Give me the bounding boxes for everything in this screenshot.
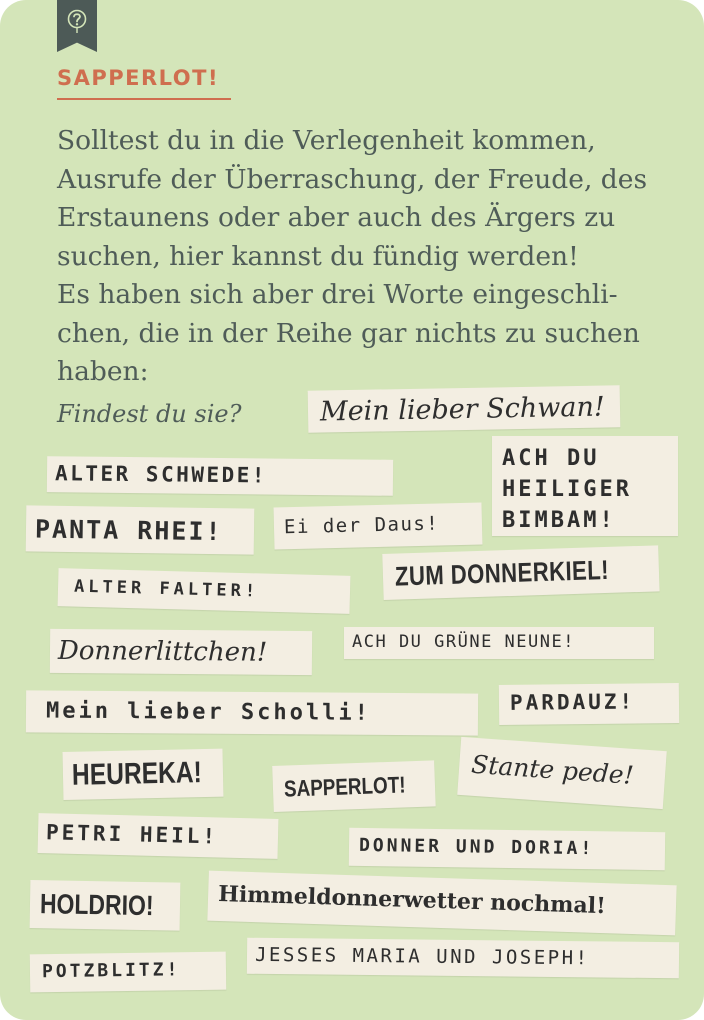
exclamation-strip: PARDAUZ! [499,683,679,725]
exclamation-strip: POTZBLITZ! [30,952,227,993]
bookmark-ribbon [57,0,97,52]
exclamation-strip: ZUM DONNERKIEL! [382,545,659,600]
exclamation-strip: ACH DU GRÜNE NEUNE! [344,627,654,659]
exclamation-strip: Ei der Daus! [274,502,483,549]
exclamation-strip: ACH DU HEILIGER BIMBAM! [492,436,678,536]
exclamation-strip: DONNER UND DORIA! [349,828,665,870]
instruction-line: chen, die in der Reihe gar nichts zu suchen [57,317,640,349]
exclamation-strip: Stante pede! [457,737,667,809]
exclamation-strip: HEUREKA! [62,749,223,800]
instruction-line: Erstaunens oder aber auch des Ärgers zu [57,202,616,233]
exclamation-strip: HOLDRIO! [30,880,181,931]
exclamation-strip: PANTA RHEI! [26,505,255,554]
instruction-line: Solltest du in die Verlegenheit kommen, [57,125,596,156]
exclamation-strip: PETRI HEIL! [38,813,279,859]
exclamation-strip: Himmeldonnerwetter nochmal! [207,871,676,936]
instruction-text [57,122,677,392]
exclamation-strip: Donnerlittchen! [50,629,312,675]
exclamation-strip: JESSES MARIA UND JOSEPH! [247,938,679,979]
exclamation-strip: SAPPERLOT! [272,760,436,812]
heading-underline [57,98,231,100]
question-prompt: Findest du sie? [57,400,242,428]
exclamation-strip: ALTER SCHWEDE! [47,456,393,496]
instruction-line: haben: [57,356,149,387]
instruction-line: Ausrufe der Überraschung, der Freude, des [57,163,648,195]
instruction-line: Es haben sich aber drei Worte eingeschli- [57,279,618,310]
exclamation-strip: ALTER FALTER! [58,568,351,614]
card-heading: SAPPERLOT! [57,66,220,90]
instruction-line: suchen, hier kannst du fündig werden! [57,240,579,272]
exclamation-strip: Mein lieber Scholli! [26,690,478,735]
exclamation-strip: Mein lieber Schwan! [308,385,621,432]
